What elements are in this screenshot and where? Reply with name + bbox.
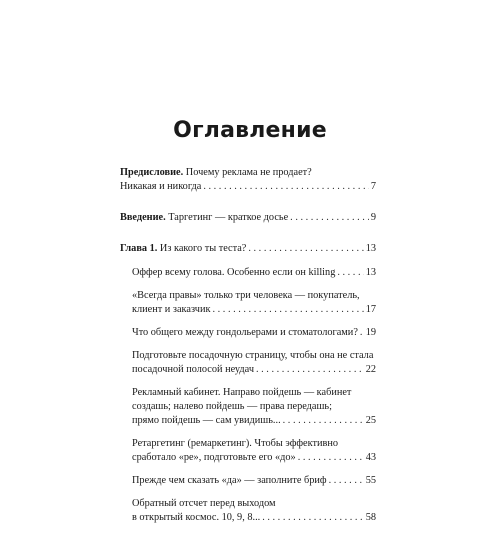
toc-entry xyxy=(120,242,376,256)
toc-entry-text: Никакая и никогда xyxy=(120,181,202,192)
page-title: Оглавление xyxy=(173,118,327,143)
toc-entry-text: сработало «ре», подготовьте его «до» xyxy=(132,452,296,463)
toc-entry-last-line xyxy=(132,266,376,280)
toc-entry-text: Ретаргетинг (ремаркетинг). Чтобы эффективно xyxy=(132,438,338,449)
toc-entry-lead: Глава 1. xyxy=(120,243,158,254)
dot-leader xyxy=(262,511,363,525)
toc-entry-text: Почему реклама не продает? xyxy=(183,167,312,178)
toc-entry-text: «Всегда правы» только три человека — покупатель, xyxy=(132,290,360,301)
toc-entry-text: Обратный отсчет перед выходом xyxy=(132,498,276,509)
toc-page-number: 58 xyxy=(365,512,376,523)
toc-entry xyxy=(120,266,376,280)
toc-entry xyxy=(120,437,376,465)
toc-entry-last-line xyxy=(120,211,376,225)
toc-entry-last-line xyxy=(132,511,376,525)
toc-entry-text: клиент и заказчик xyxy=(132,304,211,315)
dot-leader xyxy=(290,211,369,225)
dot-leader xyxy=(337,266,363,280)
toc-entry-last-line xyxy=(120,180,376,194)
toc-entry-last-line xyxy=(132,451,376,465)
toc-page-number: 55 xyxy=(365,475,376,486)
toc-entry-line xyxy=(132,497,376,511)
toc-entry-line xyxy=(132,349,376,363)
toc-entry-last-line xyxy=(132,326,376,340)
dot-leader xyxy=(213,303,364,317)
toc-entry-last-line xyxy=(132,474,376,488)
toc-page-number: 43 xyxy=(365,452,376,463)
toc-entry-last-line xyxy=(132,363,376,377)
toc-page-number: 22 xyxy=(365,364,376,375)
toc-entry-text: в открытый космос. 10, 9, 8... xyxy=(132,512,261,523)
toc-page-number: 25 xyxy=(365,415,376,426)
toc-page-number: 19 xyxy=(365,327,376,338)
toc-entry-text: Из какого ты теста? xyxy=(157,243,247,254)
toc-entry xyxy=(120,211,376,225)
toc-page-number: 13 xyxy=(365,243,376,254)
toc-entry xyxy=(120,474,376,488)
toc-page-number: 17 xyxy=(365,304,376,315)
toc-entry xyxy=(120,289,376,317)
toc-entry xyxy=(120,326,376,340)
toc-entry-text: посадочной полосой неудач xyxy=(132,364,254,375)
toc-entry-line xyxy=(132,289,376,303)
dot-leader xyxy=(298,451,364,465)
dot-leader xyxy=(283,414,364,428)
toc-page-number: 9 xyxy=(370,212,376,223)
toc-entry-line xyxy=(132,400,376,414)
toc-entry-text: Прежде чем сказать «да» — заполните бриф xyxy=(132,475,327,486)
toc-page-number: 7 xyxy=(370,181,376,192)
toc-entry-last-line xyxy=(132,414,376,428)
toc-entry xyxy=(120,386,376,428)
toc-entry xyxy=(120,166,376,194)
toc-entry-last-line xyxy=(120,242,376,256)
toc-entry-line xyxy=(132,386,376,400)
dot-leader xyxy=(256,363,364,377)
dot-leader xyxy=(360,326,364,340)
toc-entry-text: Таргетинг — краткое досье xyxy=(165,212,289,223)
toc-entry-lead: Предисловие. xyxy=(120,167,184,178)
toc-entry-text: прямо пойдешь — сам увидишь... xyxy=(132,415,281,426)
dot-leader xyxy=(329,474,364,488)
dot-leader xyxy=(248,242,363,256)
toc-entry-text: Подготовьте посадочную страницу, чтобы она не стала xyxy=(132,350,374,361)
toc-entry-last-line xyxy=(132,303,376,317)
table-of-contents xyxy=(120,166,376,534)
toc-entry xyxy=(120,349,376,377)
toc-entry-line xyxy=(120,166,376,180)
toc-entry xyxy=(120,497,376,525)
toc-entry-text: Рекламный кабинет. Направо пойдешь — кабинет xyxy=(132,387,352,398)
toc-entry-lead: Введение. xyxy=(120,212,166,223)
toc-entry-text: Оффер всему голова. Особенно если он killing xyxy=(132,267,336,278)
toc-entry-text: Что общего между гондольерами и стоматологами? xyxy=(132,327,358,338)
dot-leader xyxy=(203,180,368,194)
toc-page-number: 13 xyxy=(365,267,376,278)
toc-entry-text: создашь; налево пойдешь — права передашь; xyxy=(132,401,332,412)
toc-entry-line xyxy=(132,437,376,451)
